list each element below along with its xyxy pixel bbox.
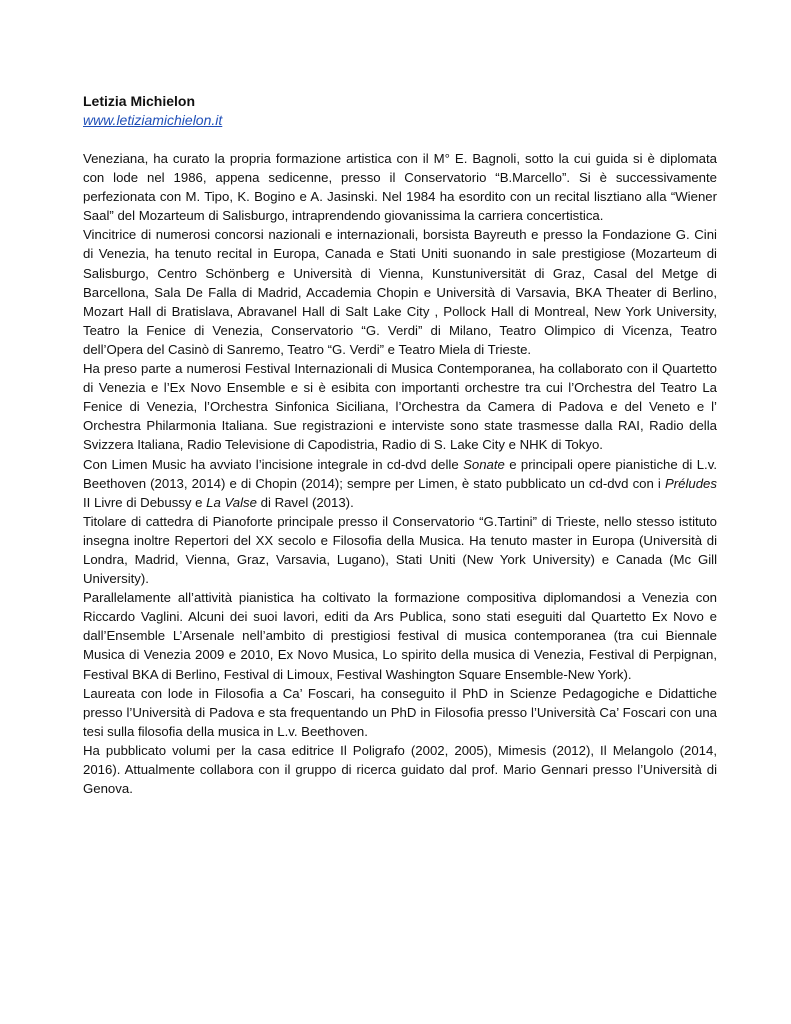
biography [83,149,717,798]
bio-paragraph-festivals: Ha preso parte a numerosi Festival Internazionali di Musica Contemporanea, ha collaborato con il Quartetto di Venezia e l’Ex Novo Ensemble e si è esibita con importanti orchestre tra cui l’Orchestra del Teatro La Fenice di Venezia, l’Orchestra Sinfonica Siciliana, l’Orchestra da Camera di Padova e del Veneto e l’ Orchestra Philarmonia Italiana. Sue registrazioni e interviste sono state trasmesse dalla RAI, Radio della Svizzera Italiana, Radio Televisione di Capodistria, Radio di S. Lake City e NHK di Tokyo. [83,361,717,453]
recordings-title-la-valse: La Valse [206,494,257,510]
recordings-title-preludes: Préludes [664,475,717,491]
recordings-text-1: Con Limen Music ha avviato l’incisione integrale in cd-dvd delle [83,456,464,472]
bio-paragraph-philosophy: Laureata con lode in Filosofia a Ca’ Foscari, ha conseguito il PhD in Scienze Pedagogiche e Didattiche presso l’Università di Padova e sta frequentando un PhD in Filosofia presso l’Università Ca’ Foscari con una tesi sulla filosofia della musica in L.v. Beethoven. [83,685,717,739]
bio-paragraph-recordings [83,455,717,512]
author-name: Letizia Michielon [83,93,196,109]
recordings-text-4: di Ravel (2013). [256,494,354,510]
document-page [83,92,717,798]
recordings-text-3: II Livre di Debussy e [83,494,207,510]
recordings-title-sonate: Sonate [463,456,505,472]
bio-paragraph-publications: Ha pubblicato volumi per la casa editrice Il Poligrafo (2002, 2005), Mimesis (2012), Il Melangolo (2014, 2016). Attualmente collabora con il gruppo di ricerca guidato dal prof. Mario Gennari presso l’Università di Genova. [83,742,717,797]
bio-paragraph-composition: Parallelamente all’attività pianistica ha coltivato la formazione compositiva diplomandosi a Venezia con Riccardo Vaglini. Alcuni dei suoi lavori, editi da Ars Publica, sono stati eseguiti dal Quartetto Ex Novo e dall’Ensemble L’Arsenale nell’ambito di prestigiosi festival di musica contemporanea (tra cui Biennale Musica di Venezia 2009 e 2010, Ex Novo Musica, Lo spirito della musica di Venezia, Festival di Perpignan, Festival BKA di Berlino, Festival di Limoux, Festival Washington Square Ensemble-New York). [83,590,717,682]
bio-paragraph-training: Veneziana, ha curato la propria formazione artistica con il M° E. Bagnoli, sotto la cui guida si è diplomata con lode nel 1986, appena sedicenne, presso il Conservatorio “B.Marcello”. Si è successivamente perfezionata con M. Tipo, K. Bogino e A. Jasinski. Nel 1984 ha esordito con un recital lisztiano alla “Wiener Saal” del Mozarteum di Salisburgo, intraprendendo giovanissima la carriera concertistica. [83,151,717,224]
bio-paragraph-teaching: Titolare di cattedra di Pianoforte principale presso il Conservatorio “G.Tartini” di Trieste, nello stesso istituto insegna inoltre Repertori del XX secolo e Filosofia della Musica. Ha tenuto master in Europa (Università di Londra, Madrid, Vienna, Graz, Varsavia, Lugano), Stati Uniti (New York University) e Canada (Mc Gill University). [83,513,717,587]
recordings-text-2: e principali opere pianistiche di L.v. Beethoven (2013, 2014) e di Chopin (2014); sempre per Limen, è stato pubblicato un cd-dvd con i [83,456,717,491]
website-link[interactable]: www.letiziamichielon.it [83,112,223,128]
bio-paragraph-concerts: Vincitrice di numerosi concorsi nazionali e internazionali, borsista Bayreuth e presso la Fondazione G. Cini di Venezia, ha tenuto recital in Europa, Canada e Stati Uniti suonando in sale prestigiose (Mozarteum di Salisburgo, Centro Schönberg e Università di Vienna, Kunstuniversität di Graz, Casal del Metge di Barcellona, Sala De Falla di Madrid, Accademia Chopin e Università di Varsavia, BKA Theater di Berlino, Mozart Hall di Bratislava, Abravanel Hall di Salt Lake City , Pollock Hall di Montreal, New York University, Teatro la Fenice di Venezia, Conservatorio “G. Verdi” di Milano, Teatro Olimpico di Vicenza, Teatro dell’Opera del Casinò di Sanremo, Teatro “G. Verdi” e Teatro Miela di Trieste. [83,227,717,357]
